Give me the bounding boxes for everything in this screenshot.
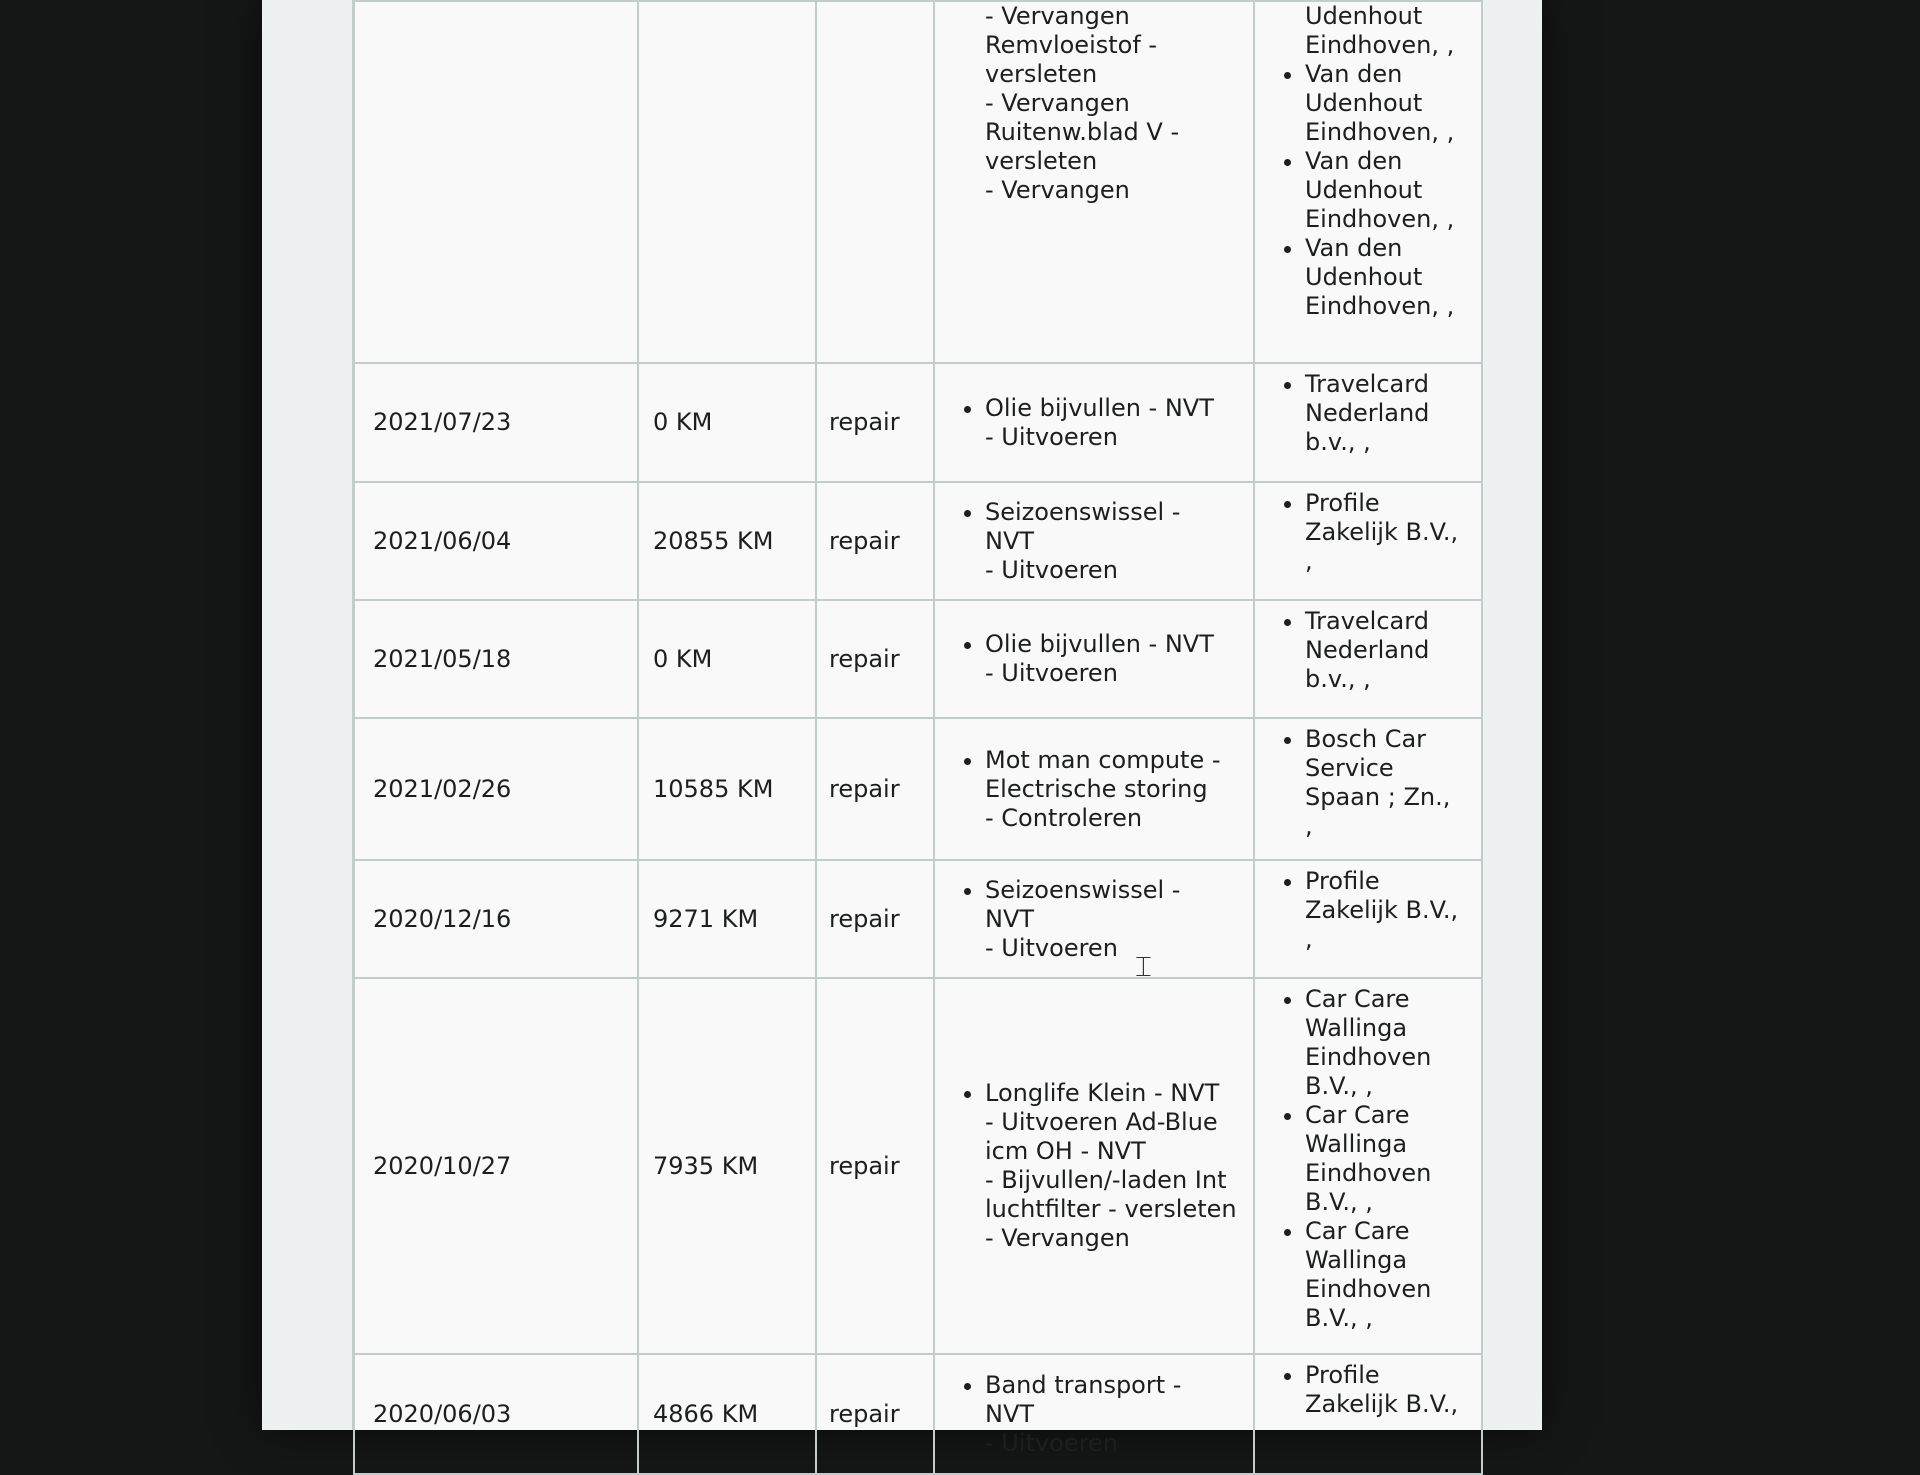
date-cell: 2021/07/23 — [354, 363, 638, 482]
text-line: • Van den — [1305, 147, 1403, 175]
text-line: Remvloeistof - — [985, 31, 1158, 59]
text-line: - Vervangen — [985, 1224, 1130, 1252]
text-line: - Uitvoeren — [985, 422, 1118, 451]
garage-list — [1265, 985, 1471, 1333]
text-line: Udenhout — [1305, 176, 1423, 204]
type-cell: repair — [816, 363, 934, 482]
text-line: • Mot man compute - — [985, 745, 1221, 774]
garage-name — [1265, 2, 1471, 60]
text-line: Electrische storing — [985, 774, 1208, 803]
date-cell: 2020/06/03 — [354, 1354, 638, 1474]
text-line: • Travelcard — [1305, 607, 1429, 635]
mileage-cell: 4866 KM — [638, 1354, 816, 1474]
text-line: , — [1305, 547, 1313, 575]
mileage-cell: 0 KM — [638, 600, 816, 718]
garage-list — [1265, 607, 1471, 694]
garage-list-item — [1305, 1217, 1471, 1333]
mileage-cell: 0 KM — [638, 363, 816, 482]
text-line: b.v., , — [1305, 428, 1371, 456]
table-row — [354, 363, 1482, 482]
text-line: Nederland — [1305, 636, 1430, 664]
text-line: Zakelijk B.V., — [1305, 1390, 1459, 1418]
text-line: • Profile — [1305, 489, 1380, 517]
work-list-item — [985, 498, 1243, 585]
text-line: • Van den — [1305, 234, 1403, 262]
text-line: Eindhoven, , — [1305, 31, 1455, 59]
text-line: B.V., , — [1305, 1188, 1373, 1216]
text-line: - Vervangen — [985, 89, 1130, 117]
text-line: Nederland — [1305, 399, 1430, 427]
garage-cell — [1254, 978, 1482, 1354]
text-line: • Profile — [1305, 1361, 1380, 1389]
text-line: • Travelcard — [1305, 370, 1429, 398]
text-line: , — [1305, 925, 1313, 953]
text-line: Service — [1305, 754, 1394, 782]
text-line: • Car Care — [1305, 985, 1410, 1013]
table-row — [354, 1354, 1482, 1474]
text-line: NVT — [985, 526, 1035, 555]
text-line: • Profile — [1305, 867, 1380, 895]
text-line: versleten — [985, 60, 1098, 88]
maintenance-table-body — [354, 1, 1482, 1474]
garage-cell — [1254, 860, 1482, 978]
text-line: Eindhoven — [1305, 1043, 1432, 1071]
text-line: - Uitvoeren — [985, 933, 1118, 962]
maintenance-history-table — [353, 0, 1483, 1475]
work-cell — [934, 1, 1254, 363]
text-line: - Controleren — [985, 803, 1143, 832]
garage-cell — [1254, 600, 1482, 718]
garage-list-item — [1305, 985, 1471, 1101]
garage-list — [1265, 370, 1471, 457]
table-row — [354, 978, 1482, 1354]
type-cell: repair — [816, 600, 934, 718]
work-list — [945, 394, 1243, 452]
garage-list-item — [1305, 607, 1471, 694]
text-line: • Longlife Klein - NVT — [985, 1079, 1220, 1107]
text-line: Udenhout — [1305, 263, 1423, 291]
mileage-cell — [638, 1, 816, 363]
text-line: Wallinga — [1305, 1130, 1408, 1158]
garage-list — [1265, 489, 1471, 576]
garage-list-item — [1305, 370, 1471, 457]
work-list-item — [985, 630, 1243, 688]
text-line: • Seizoenswissel - — [985, 875, 1181, 904]
date-cell: 2021/05/18 — [354, 600, 638, 718]
garage-list — [1265, 60, 1471, 321]
type-cell: repair — [816, 860, 934, 978]
text-line: , — [1305, 812, 1313, 840]
mileage-cell: 9271 KM — [638, 860, 816, 978]
work-list-item — [985, 876, 1243, 963]
mileage-cell: 10585 KM — [638, 718, 816, 860]
text-line: Wallinga — [1305, 1014, 1408, 1042]
text-line: versleten — [985, 147, 1098, 175]
garage-list-item — [1305, 489, 1471, 576]
text-cursor-icon: ⌶ — [1135, 950, 1152, 983]
garage-list-item — [1305, 234, 1471, 321]
garage-list-item — [1305, 147, 1471, 234]
text-line: - Uitvoeren Ad-Blue — [985, 1108, 1218, 1136]
text-line: - Uitvoeren — [985, 1428, 1118, 1457]
garage-list-item — [1305, 1101, 1471, 1217]
text-line: Zakelijk B.V., — [1305, 518, 1459, 546]
garage-cell — [1254, 1354, 1482, 1474]
work-cell — [934, 482, 1254, 600]
mileage-cell: 7935 KM — [638, 978, 816, 1354]
table-row-continued — [354, 1, 1482, 363]
text-line: • Band transport - — [985, 1370, 1182, 1399]
text-line: Zakelijk B.V., — [1305, 896, 1459, 924]
table-row — [354, 482, 1482, 600]
text-line: • Seizoenswissel - — [985, 497, 1181, 526]
text-line: Eindhoven, , — [1305, 205, 1455, 233]
date-cell: 2020/12/16 — [354, 860, 638, 978]
text-line: • Car Care — [1305, 1101, 1410, 1129]
text-line: luchtfilter - versleten — [985, 1195, 1237, 1223]
work-list-item — [985, 1371, 1243, 1458]
work-cell — [934, 860, 1254, 978]
maintenance-history-page — [352, 0, 1482, 1457]
work-cell — [934, 600, 1254, 718]
work-cell — [934, 718, 1254, 860]
work-description — [945, 2, 1243, 205]
work-list-item — [985, 1079, 1243, 1253]
text-line: Ruitenw.blad V - — [985, 118, 1180, 146]
text-line: B.V., , — [1305, 1304, 1373, 1332]
text-line: • Olie bijvullen - NVT — [985, 393, 1214, 422]
text-line: Eindhoven, , — [1305, 292, 1455, 320]
table-row — [354, 718, 1482, 860]
text-line: B.V., , — [1305, 1072, 1373, 1100]
work-list — [945, 1079, 1243, 1253]
date-cell: 2020/10/27 — [354, 978, 638, 1354]
work-list — [945, 498, 1243, 585]
date-cell: 2021/06/04 — [354, 482, 638, 600]
garage-list — [1265, 725, 1471, 841]
date-cell: 2021/02/26 — [354, 718, 638, 860]
work-cell — [934, 978, 1254, 1354]
text-line: Udenhout — [1305, 2, 1423, 30]
work-list — [945, 1371, 1243, 1458]
text-line: • Bosch Car — [1305, 725, 1427, 753]
text-line: Eindhoven — [1305, 1275, 1432, 1303]
text-line: • Olie bijvullen - NVT — [985, 630, 1214, 658]
work-cell — [934, 1354, 1254, 1474]
text-line: Udenhout — [1305, 89, 1423, 117]
type-cell: repair — [816, 1354, 934, 1474]
text-line: NVT — [985, 904, 1035, 933]
text-line: - Vervangen — [985, 176, 1130, 204]
text-line: - Uitvoeren — [985, 659, 1118, 687]
text-line: - Vervangen — [985, 2, 1130, 30]
work-list — [945, 746, 1243, 833]
garage-list-item — [1305, 1361, 1471, 1419]
text-line: • Car Care — [1305, 1217, 1410, 1245]
text-line: - Bijvullen/-laden Int — [985, 1166, 1227, 1194]
garage-cell — [1254, 718, 1482, 860]
table-row — [354, 600, 1482, 718]
text-line: Eindhoven, , — [1305, 118, 1455, 146]
garage-cell — [1254, 363, 1482, 482]
work-list — [945, 876, 1243, 963]
garage-cell — [1254, 482, 1482, 600]
garage-list-item — [1305, 725, 1471, 841]
monitor-screen — [262, 0, 1542, 1457]
mileage-cell: 20855 KM — [638, 482, 816, 600]
type-cell: repair — [816, 482, 934, 600]
text-line: • Van den — [1305, 60, 1403, 88]
type-cell — [816, 1, 934, 363]
garage-list-item — [1305, 867, 1471, 954]
garage-list — [1265, 867, 1471, 954]
garage-list — [1265, 1361, 1471, 1419]
type-cell: repair — [816, 718, 934, 860]
text-line: Spaan ; Zn., — [1305, 783, 1451, 811]
garage-list-item — [1305, 60, 1471, 147]
table-row — [354, 860, 1482, 978]
work-list-item — [985, 394, 1243, 452]
text-line: Eindhoven — [1305, 1159, 1432, 1187]
text-line: - Uitvoeren — [985, 555, 1118, 584]
garage-cell — [1254, 1, 1482, 363]
work-list — [945, 630, 1243, 688]
work-cell — [934, 363, 1254, 482]
text-line: NVT — [985, 1399, 1035, 1428]
type-cell: repair — [816, 978, 934, 1354]
text-line: Wallinga — [1305, 1246, 1408, 1274]
text-line: b.v., , — [1305, 665, 1371, 693]
text-line: icm OH - NVT — [985, 1137, 1146, 1165]
date-cell — [354, 1, 638, 363]
work-list-item — [985, 746, 1243, 833]
